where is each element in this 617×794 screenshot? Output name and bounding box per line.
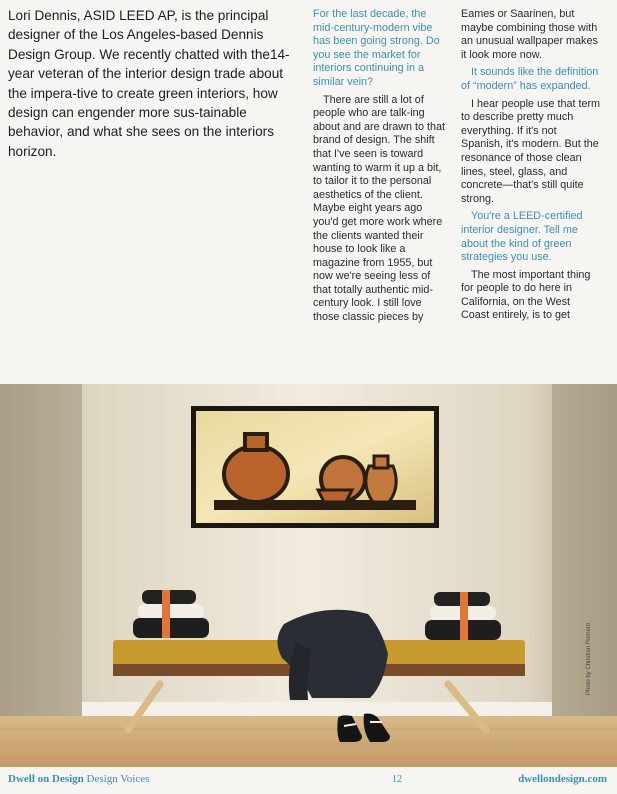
question-3: You're a LEED-certified interior designer. Tell me about the kind of green strategies you use. (461, 210, 583, 264)
footer-brand (8, 773, 149, 785)
page-footer (0, 767, 617, 794)
interview-column-1 (313, 8, 446, 329)
footer-website: dwellondesign.com (518, 773, 607, 785)
page-number: 12 (392, 774, 402, 785)
interview-column-2 (461, 8, 601, 327)
answer-1-continued: Eames or Saarinen, but maybe combining those with an unusual wallpaper makes it look more now. (461, 8, 598, 61)
painting (191, 406, 439, 528)
photo-credit: Photo by Christian Romero (586, 622, 592, 695)
intro-paragraph: Lori Dennis, ASID LEED AP, is the principal designer of the Los Angeles-based Dennis Design Group. We recently chatted with the14-year veteran of the interior design trade about the impera-tive to create green interiors, how design can engender more sus-tainable behavior, and what she sees on the interiors horizon. (8, 8, 290, 159)
footer-brand-name: Dwell on Design (8, 773, 84, 785)
question-1: For the last decade, the mid-century-modern vibe has been going strong. Do you see the market for interiors continuing in a similar vein? (313, 8, 440, 88)
answer-3: The most important thing for people to do here in California, on the West Coast entirely, is to get (461, 268, 591, 322)
answer-1: There are still a lot of people who are talk-ing about and are drawn to that brand of design. The shift that I've seen is toward wanting to warm it up a bit, to tailor it to the personal aesthetics of the client. Maybe eight years ago you'd get more work where the clients wanted their house to look like a magazine from 1955, but now we're seeing less of that totally authentic mid-century look. I still love those classic pieces by (313, 93, 446, 324)
answer-2: I hear people use that term to describe pretty much everything. If it's not Spanish, it's modern. But the resonance of those clean lines, steel, glass, and concrete—that's still quite strong. (461, 97, 601, 205)
footer-section: Design Voices (86, 773, 150, 785)
interior-photo (0, 384, 617, 767)
question-2: It sounds like the definition of “modern” has expanded. (461, 66, 599, 92)
